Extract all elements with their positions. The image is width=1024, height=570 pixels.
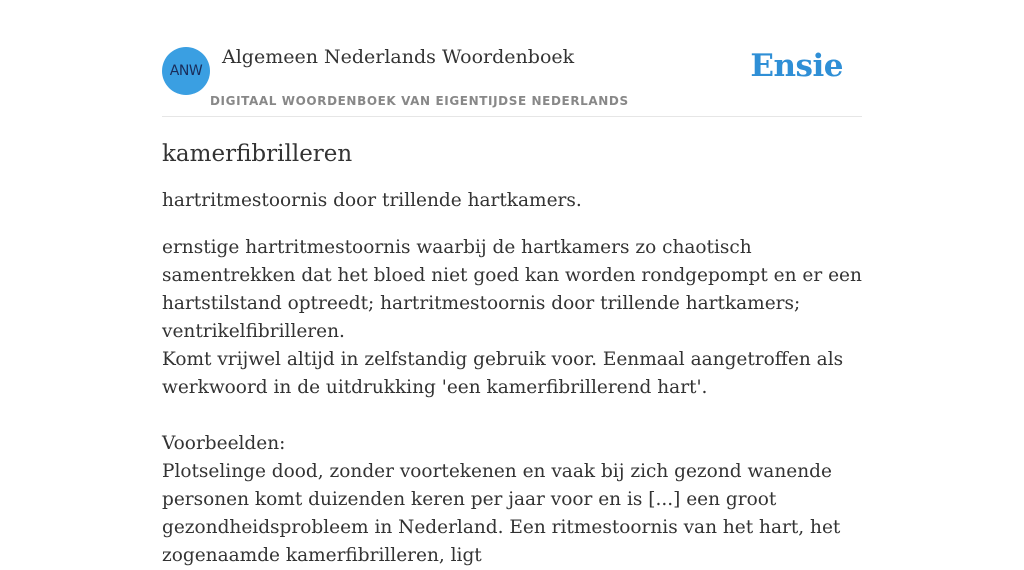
site-subtitle: DIGITAAL WOORDENBOEK VAN EIGENTIJDSE NEDERLANDS <box>210 94 629 108</box>
long-definition <box>162 234 862 570</box>
entry-headword: kamerfibrilleren <box>162 141 353 167</box>
site-header <box>162 0 862 117</box>
paragraph-spacer <box>162 402 862 430</box>
ensie-brand-logo[interactable]: Ensie <box>750 48 843 84</box>
short-definition: hartritmestoornis door trillende hartkamers. <box>162 190 582 211</box>
anw-logo[interactable]: ANW <box>162 47 210 95</box>
examples-label: Voorbeelden: <box>162 433 286 454</box>
site-title[interactable]: Algemeen Nederlands Woordenboek <box>222 46 575 68</box>
example-text: Plotselinge dood, zonder voortekenen en vaak bij zich gezond wanende personen komt duizenden keren per jaar voor en is [...] een groot gezondheidsprobleem in Nederland. Een ritmestoornis van het hart, het zogenaamde kamerfibrilleren, ligt <box>162 461 841 566</box>
definition-text: ernstige hartritmestoornis waarbij de hartkamers zo chaotisch samentrekken dat het bloed niet goed kan worden rondgepompt en er een hartstilstand optreedt; hartritmestoornis door trillende hartkamers; ventrikelfibrilleren. <box>162 237 862 342</box>
usage-note: Komt vrijwel altijd in zelfstandig gebruik voor. Eenmaal aangetroffen als werkwoord in de uitdrukking 'een kamerfibrillerend hart'. <box>162 349 844 398</box>
entry-content <box>162 136 862 570</box>
